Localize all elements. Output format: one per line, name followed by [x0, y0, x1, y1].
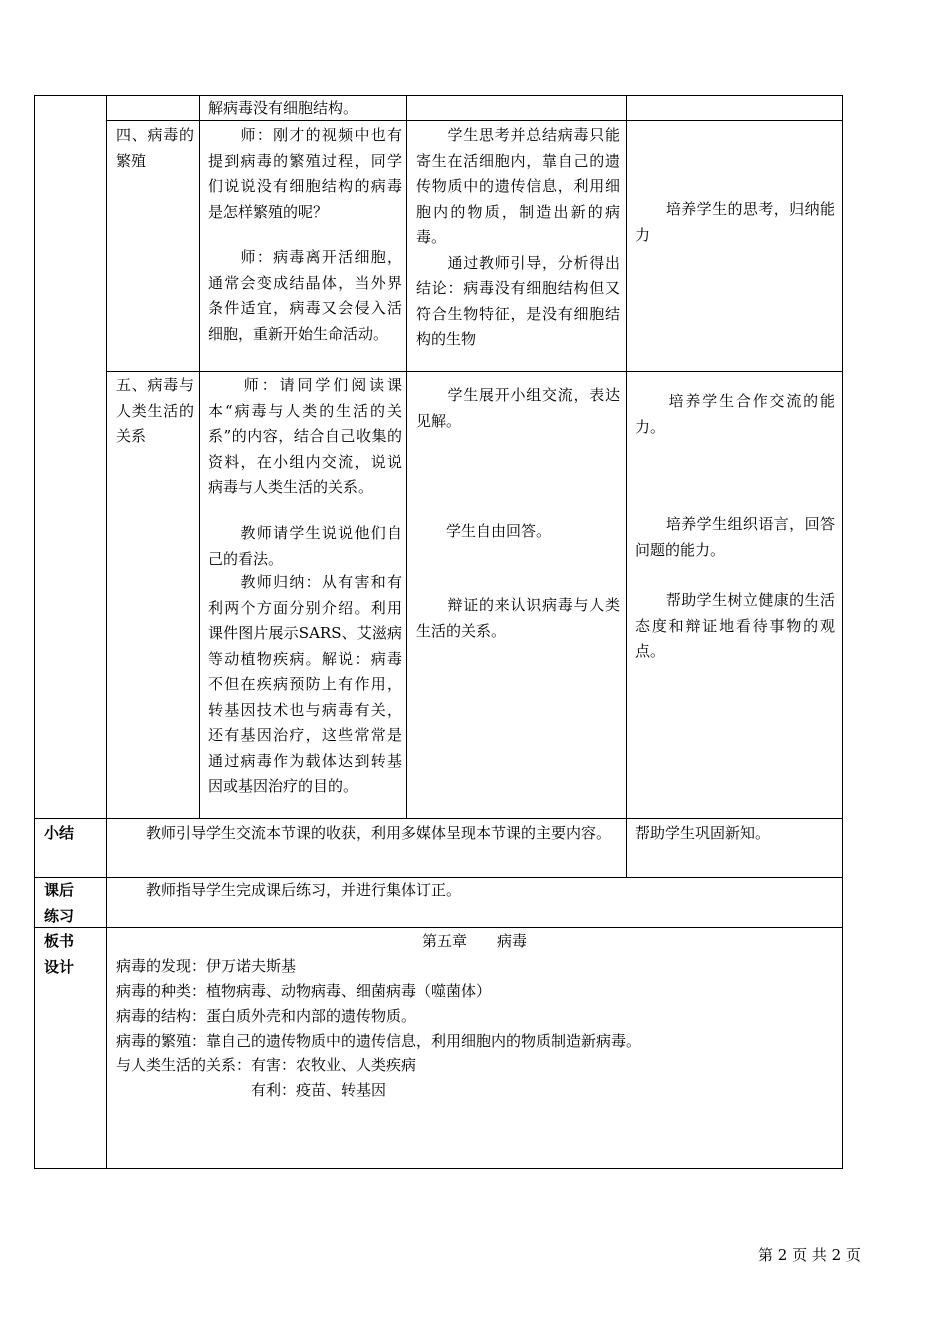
- teacher-activity-reproduction-2: 师：病毒离开活细胞，通常会变成结晶体，当外界条件适宜，病毒又会侵入活细胞，重新开始生命活动。: [208, 248, 402, 343]
- summary-content: 教师引导学生交流本节课的收获，利用多媒体呈现本节课的主要内容。: [116, 824, 612, 842]
- teacher-cell-continuation: 解病毒没有细胞结构。: [208, 99, 359, 117]
- table-border: [34, 927, 843, 928]
- design-intent-relation-2: 培养学生组织语言，回答问题的能力。: [635, 515, 835, 559]
- design-intent-reproduction: 培养学生的思考，归纳能力: [635, 200, 835, 244]
- design-intent-relation-1: 培养学生合作交流的能力。: [635, 392, 835, 436]
- student-activity-relation-2: 学生自由回答。: [416, 522, 552, 540]
- board-line: 病毒的结构：蛋白质外壳和内部的遗传物质。: [116, 1007, 417, 1025]
- table-border: [842, 95, 843, 1169]
- student-activity-relation-1: 学生展开小组交流，表达见解。: [416, 386, 620, 430]
- teacher-activity-relation-2: 教师请学生说说他们自己的看法。: [208, 524, 402, 568]
- homework-content: 教师指导学生完成课后练习，并进行集体订正。: [116, 881, 462, 899]
- homework-label: 课后练习: [44, 881, 75, 925]
- table-border: [106, 371, 843, 372]
- table-border: [34, 818, 843, 819]
- student-activity-reproduction: 学生思考并总结病毒只能寄生在活细胞内，靠自己的遗传物质中的遗传信息，利用细胞内的物质，制造出新的病毒。 通过教师引导，分析得出结论：病毒没有细胞结构但又符合生物特征，是没有细胞结构的生物: [416, 126, 620, 348]
- table-border: [34, 95, 843, 96]
- board-line: 病毒的繁殖：靠自己的遗传物质中的遗传信息，利用细胞内的物质制造新病毒。: [116, 1032, 642, 1050]
- board-line: 病毒的发现：伊万诺夫斯基: [116, 957, 297, 975]
- page-number: 第 2 页 共 2 页: [758, 1246, 861, 1264]
- table-border: [199, 95, 200, 818]
- table-border: [406, 95, 407, 818]
- table-border: [34, 95, 35, 1169]
- table-border: [106, 95, 107, 1169]
- student-activity-relation-3: 辩证的来认识病毒与人类生活的关系。: [416, 596, 620, 640]
- summary-intent: 帮助学生巩固新知。: [635, 824, 771, 842]
- summary-label: 小结: [44, 824, 75, 842]
- table-border: [34, 1168, 843, 1169]
- teacher-activity-reproduction-1: 师：刚才的视频中也有提到病毒的繁殖过程，同学们说说没有细胞结构的病毒是怎样繁殖的呢？: [208, 126, 402, 221]
- section-label-reproduction: 四、病毒的繁殖: [116, 126, 194, 170]
- board-title: 第五章 病毒: [421, 932, 527, 950]
- teacher-activity-relation-3: 教师归纳：从有害和有利两个方面分别介绍。利用课件图片展示SARS、艾滋病等动植物疾病。解说：病毒不但在疾病预防上有作用，转基因技术也与病毒有关，还有基因治疗，这些常常是通过病毒作为载体达到转基因或基因治疗的目的。: [208, 573, 402, 795]
- section-label-relation: 五、病毒与人类生活的关系: [116, 376, 194, 445]
- board-line: 病毒的种类：植物病毒、动物病毒、细菌病毒（噬菌体）: [116, 982, 492, 1000]
- teacher-activity-relation-1: 师：请同学们阅读课本“病毒与人类的生活的关系”的内容，结合自己收集的资料，在小组内交流，说说病毒与人类生活的关系。: [208, 376, 402, 496]
- table-border: [626, 95, 627, 877]
- design-intent-relation-3: 帮助学生树立健康的生活态度和辩证地看待事物的观点。: [635, 591, 835, 660]
- board-line: 与人类生活的关系：有害：农牧业、人类疾病: [116, 1056, 417, 1074]
- board-design-label: 板书设计: [44, 932, 75, 976]
- board-line: 有利：疫苗、转基因: [116, 1081, 387, 1099]
